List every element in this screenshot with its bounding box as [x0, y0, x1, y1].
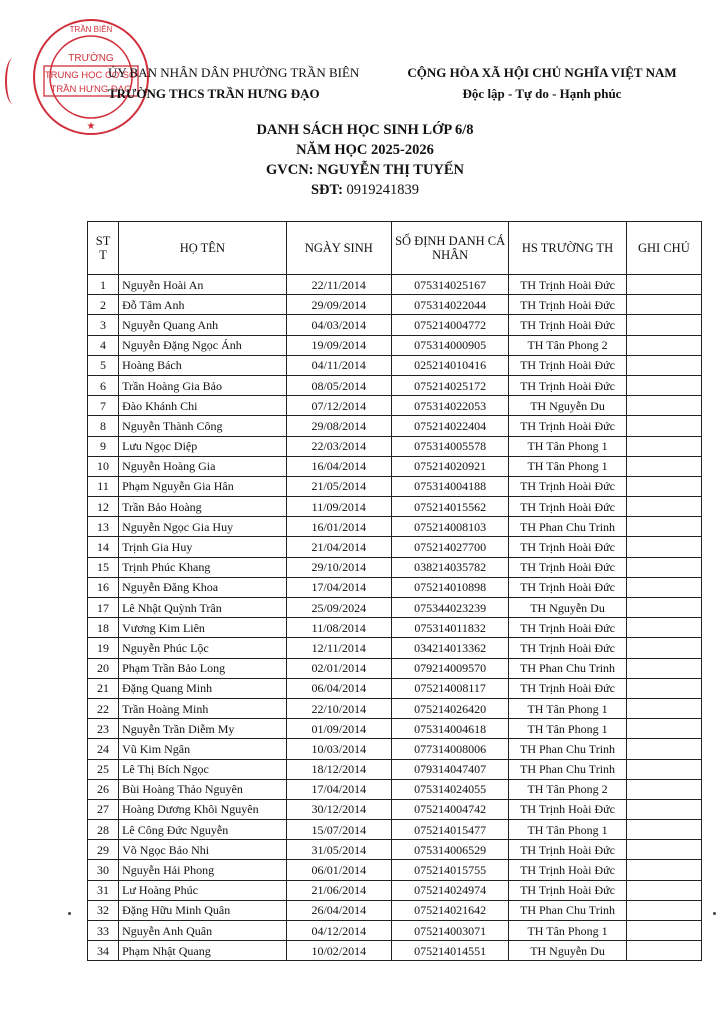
table-row	[88, 739, 702, 759]
row-name: Phạm Nguyễn Gia Hân	[119, 476, 287, 496]
row-id: 075314004188	[391, 476, 508, 496]
table-row	[88, 315, 702, 335]
row-dob: 26/04/2014	[286, 900, 391, 920]
row-name: Bùi Hoàng Thảo Nguyên	[119, 779, 287, 799]
row-stt: 30	[88, 860, 119, 880]
row-id: 075214003071	[391, 921, 508, 941]
table-row	[88, 456, 702, 476]
table-row	[88, 759, 702, 779]
national-header	[392, 62, 692, 104]
row-note	[626, 537, 701, 557]
row-stt: 25	[88, 759, 119, 779]
row-id: 075344023239	[391, 598, 508, 618]
row-note	[626, 497, 701, 517]
row-id: 075314022053	[391, 396, 508, 416]
row-stt: 12	[88, 497, 119, 517]
row-note	[626, 375, 701, 395]
row-school: TH Trịnh Hoài Đức	[509, 537, 626, 557]
row-stt: 4	[88, 335, 119, 355]
title-teacher: GVCN: NGUYỄN THỊ TUYẾN	[265, 162, 465, 178]
row-note	[626, 941, 701, 961]
row-stt: 31	[88, 880, 119, 900]
row-name: Nguyễn Đăng Khoa	[119, 577, 287, 597]
row-school: TH Phan Chu Trinh	[509, 759, 626, 779]
row-name: Nguyễn Thành Công	[119, 416, 287, 436]
header-stt: ST T	[88, 222, 119, 275]
row-id: 075214025172	[391, 375, 508, 395]
svg-text:★: ★	[86, 121, 96, 132]
row-dob: 04/03/2014	[286, 315, 391, 335]
table-row	[88, 355, 702, 375]
row-id: 079314047407	[391, 759, 508, 779]
row-id: 075214008117	[391, 678, 508, 698]
scan-dot-left	[68, 912, 71, 915]
row-dob: 15/07/2014	[286, 820, 391, 840]
row-school: TH Tân Phong 1	[509, 820, 626, 840]
row-stt: 10	[88, 456, 119, 476]
row-id: 075314005578	[391, 436, 508, 456]
row-note	[626, 799, 701, 819]
row-dob: 04/11/2014	[286, 355, 391, 375]
row-school: TH Trịnh Hoài Đức	[509, 638, 626, 658]
row-name: Nguyễn Trần Diễm My	[119, 719, 287, 739]
table-row	[88, 436, 702, 456]
phone-value: 0919241839	[346, 182, 420, 198]
table-row	[88, 577, 702, 597]
row-stt: 16	[88, 577, 119, 597]
table-row	[88, 396, 702, 416]
row-school: TH Trịnh Hoài Đức	[509, 295, 626, 315]
row-note	[626, 315, 701, 335]
row-stt: 28	[88, 820, 119, 840]
header-name: HỌ TÊN	[119, 222, 287, 275]
seal-edge-mark	[5, 58, 21, 104]
row-dob: 19/09/2014	[286, 335, 391, 355]
row-dob: 12/11/2014	[286, 638, 391, 658]
row-school: TH Phan Chu Trinh	[509, 517, 626, 537]
row-school: TH Trịnh Hoài Đức	[509, 618, 626, 638]
row-stt: 18	[88, 618, 119, 638]
row-stt: 33	[88, 921, 119, 941]
row-note	[626, 900, 701, 920]
student-table	[87, 221, 702, 961]
row-id: 075214004742	[391, 799, 508, 819]
row-name: Đỗ Tâm Anh	[119, 295, 287, 315]
row-id: 075214026420	[391, 698, 508, 718]
table-body	[88, 275, 702, 961]
row-id: 075214021642	[391, 900, 508, 920]
row-name: Lưu Ngọc Diệp	[119, 436, 287, 456]
row-name: Hoàng Bách	[119, 355, 287, 375]
row-note	[626, 739, 701, 759]
row-name: Phạm Nhật Quang	[119, 941, 287, 961]
row-dob: 06/01/2014	[286, 860, 391, 880]
row-note	[626, 880, 701, 900]
row-dob: 11/09/2014	[286, 497, 391, 517]
title-year: NĂM HỌC 2025-2026	[296, 142, 434, 158]
row-note	[626, 678, 701, 698]
row-school: TH Trịnh Hoài Đức	[509, 315, 626, 335]
row-note	[626, 840, 701, 860]
row-school: TH Trịnh Hoài Đức	[509, 577, 626, 597]
school-name: TRƯỜNG THCS TRẦN HƯNG ĐẠO	[108, 86, 320, 101]
row-stt: 34	[88, 941, 119, 961]
table-row	[88, 820, 702, 840]
row-note	[626, 658, 701, 678]
row-stt: 32	[88, 900, 119, 920]
table-row	[88, 638, 702, 658]
row-school: TH Trịnh Hoài Đức	[509, 557, 626, 577]
row-note	[626, 416, 701, 436]
row-id: 075214015755	[391, 860, 508, 880]
row-name: Trần Hoàng Minh	[119, 698, 287, 718]
row-note	[626, 759, 701, 779]
row-school: TH Tân Phong 2	[509, 779, 626, 799]
row-dob: 01/09/2014	[286, 719, 391, 739]
row-stt: 8	[88, 416, 119, 436]
national-name: CỘNG HÒA XÃ HỘI CHỦ NGHĨA VIỆT NAM	[407, 65, 677, 80]
document-title	[180, 120, 550, 200]
row-dob: 17/04/2014	[286, 577, 391, 597]
row-id: 075314022044	[391, 295, 508, 315]
row-stt: 19	[88, 638, 119, 658]
table-row	[88, 880, 702, 900]
phone-label: SĐT:	[310, 182, 343, 198]
table-row	[88, 275, 702, 295]
row-id: 075214015477	[391, 820, 508, 840]
row-id: 075314006529	[391, 840, 508, 860]
row-school: TH Tân Phong 1	[509, 719, 626, 739]
row-stt: 5	[88, 355, 119, 375]
row-note	[626, 779, 701, 799]
row-note	[626, 577, 701, 597]
row-dob: 22/10/2014	[286, 698, 391, 718]
row-dob: 08/05/2014	[286, 375, 391, 395]
row-id: 075314004618	[391, 719, 508, 739]
row-stt: 23	[88, 719, 119, 739]
row-dob: 18/12/2014	[286, 759, 391, 779]
row-name: Vũ Kim Ngân	[119, 739, 287, 759]
row-dob: 30/12/2014	[286, 799, 391, 819]
seal-line3: TRẦN HƯNG ĐẠO	[50, 84, 132, 95]
row-name: Lê Nhật Quỳnh Trân	[119, 598, 287, 618]
row-note	[626, 921, 701, 941]
row-note	[626, 860, 701, 880]
row-id: 075314025167	[391, 275, 508, 295]
seal-line1: TRƯỜNG	[68, 53, 114, 64]
table-row	[88, 658, 702, 678]
table-row	[88, 598, 702, 618]
row-stt: 17	[88, 598, 119, 618]
table-row	[88, 921, 702, 941]
row-dob: 17/04/2014	[286, 779, 391, 799]
row-school: TH Trịnh Hoài Đức	[509, 880, 626, 900]
row-dob: 11/08/2014	[286, 618, 391, 638]
row-stt: 27	[88, 799, 119, 819]
row-name: Trịnh Gia Huy	[119, 537, 287, 557]
row-dob: 31/05/2014	[286, 840, 391, 860]
row-name: Hoàng Dương Khôi Nguyên	[119, 799, 287, 819]
row-dob: 21/04/2014	[286, 537, 391, 557]
row-school: TH Trịnh Hoài Đức	[509, 860, 626, 880]
row-stt: 21	[88, 678, 119, 698]
row-id: 034214013362	[391, 638, 508, 658]
agency-header	[108, 62, 378, 104]
row-note	[626, 598, 701, 618]
row-id: 075214010898	[391, 577, 508, 597]
row-name: Nguyễn Phúc Lộc	[119, 638, 287, 658]
row-school: TH Trịnh Hoài Đức	[509, 799, 626, 819]
row-name: Trần Hoàng Gia Bảo	[119, 375, 287, 395]
header-note: GHI CHÚ	[626, 222, 701, 275]
row-name: Đào Khánh Chi	[119, 396, 287, 416]
row-note	[626, 295, 701, 315]
table-row	[88, 416, 702, 436]
row-stt: 2	[88, 295, 119, 315]
table-row	[88, 497, 702, 517]
row-school: TH Nguyễn Du	[509, 941, 626, 961]
row-name: Lư Hoàng Phúc	[119, 880, 287, 900]
row-stt: 1	[88, 275, 119, 295]
row-name: Nguyễn Hoài An	[119, 275, 287, 295]
row-name: Lê Công Đức Nguyễn	[119, 820, 287, 840]
row-stt: 6	[88, 375, 119, 395]
row-school: TH Trịnh Hoài Đức	[509, 416, 626, 436]
row-school: TH Tân Phong 1	[509, 436, 626, 456]
row-id: 038214035782	[391, 557, 508, 577]
row-note	[626, 436, 701, 456]
row-dob: 10/02/2014	[286, 941, 391, 961]
row-dob: 04/12/2014	[286, 921, 391, 941]
row-name: Trần Bảo Hoàng	[119, 497, 287, 517]
row-dob: 29/09/2014	[286, 295, 391, 315]
row-note	[626, 275, 701, 295]
row-note	[626, 335, 701, 355]
row-id: 075214024974	[391, 880, 508, 900]
row-school: TH Trịnh Hoài Đức	[509, 476, 626, 496]
row-note	[626, 517, 701, 537]
row-name: Nguyễn Anh Quân	[119, 921, 287, 941]
table-row	[88, 557, 702, 577]
row-name: Nguyễn Ngọc Gia Huy	[119, 517, 287, 537]
table-row	[88, 860, 702, 880]
row-name: Nguyễn Đặng Ngọc Ánh	[119, 335, 287, 355]
row-note	[626, 456, 701, 476]
table-row	[88, 537, 702, 557]
row-id: 075214008103	[391, 517, 508, 537]
table-row	[88, 618, 702, 638]
row-dob: 21/05/2014	[286, 476, 391, 496]
row-id: 075314011832	[391, 618, 508, 638]
table-row	[88, 840, 702, 860]
row-dob: 29/08/2014	[286, 416, 391, 436]
row-id: 075214020921	[391, 456, 508, 476]
row-dob: 25/09/2024	[286, 598, 391, 618]
row-school: TH Phan Chu Trinh	[509, 739, 626, 759]
national-motto: Độc lập - Tự do - Hạnh phúc	[462, 86, 622, 101]
seal-line2: TRUNG HỌC CƠ SỞ	[44, 70, 138, 81]
row-school: TH Trịnh Hoài Đức	[509, 275, 626, 295]
header-dob: NGÀY SINH	[286, 222, 391, 275]
table-row	[88, 295, 702, 315]
row-dob: 16/01/2014	[286, 517, 391, 537]
row-stt: 26	[88, 779, 119, 799]
table-row	[88, 698, 702, 718]
table-row	[88, 476, 702, 496]
row-stt: 20	[88, 658, 119, 678]
row-name: Nguyễn Hoàng Gia	[119, 456, 287, 476]
row-note	[626, 820, 701, 840]
row-school: TH Tân Phong 1	[509, 921, 626, 941]
row-name: Nguyễn Hải Phong	[119, 860, 287, 880]
row-stt: 24	[88, 739, 119, 759]
row-note	[626, 698, 701, 718]
row-dob: 06/04/2014	[286, 678, 391, 698]
scan-dot-right	[713, 912, 716, 915]
row-stt: 14	[88, 537, 119, 557]
row-school: TH Trịnh Hoài Đức	[509, 678, 626, 698]
table-row	[88, 517, 702, 537]
row-note	[626, 719, 701, 739]
row-dob: 02/01/2014	[286, 658, 391, 678]
row-name: Đặng Hữu Minh Quân	[119, 900, 287, 920]
table-row	[88, 678, 702, 698]
row-name: Trịnh Phúc Khang	[119, 557, 287, 577]
row-school: TH Trịnh Hoài Đức	[509, 355, 626, 375]
table-row	[88, 941, 702, 961]
row-id: 075314000905	[391, 335, 508, 355]
table-row	[88, 779, 702, 799]
row-school: TH Trịnh Hoài Đức	[509, 497, 626, 517]
row-id: 025214010416	[391, 355, 508, 375]
row-name: Phạm Trần Bảo Long	[119, 658, 287, 678]
header-id: SỐ ĐỊNH DANH CÁ NHÂN	[391, 222, 508, 275]
title-class: DANH SÁCH HỌC SINH LỚP 6/8	[256, 122, 474, 138]
row-stt: 3	[88, 315, 119, 335]
row-id: 075214004772	[391, 315, 508, 335]
row-school: TH Trịnh Hoài Đức	[509, 840, 626, 860]
row-school: TH Nguyễn Du	[509, 396, 626, 416]
row-id: 075214015562	[391, 497, 508, 517]
row-dob: 16/04/2014	[286, 456, 391, 476]
row-stt: 7	[88, 396, 119, 416]
row-note	[626, 618, 701, 638]
row-note	[626, 557, 701, 577]
header-school: HS TRƯỜNG TH	[509, 222, 626, 275]
row-note	[626, 638, 701, 658]
row-id: 077314008006	[391, 739, 508, 759]
table-row	[88, 375, 702, 395]
title-phone	[180, 180, 550, 200]
agency-name: ỦY BAN NHÂN DÂN PHƯỜNG TRẦN BIÊN	[108, 65, 360, 80]
table-header-row	[88, 222, 702, 275]
row-school: TH Trịnh Hoài Đức	[509, 375, 626, 395]
row-id: 075214022404	[391, 416, 508, 436]
row-note	[626, 396, 701, 416]
table-row	[88, 335, 702, 355]
row-stt: 15	[88, 557, 119, 577]
row-note	[626, 355, 701, 375]
row-stt: 22	[88, 698, 119, 718]
row-stt: 9	[88, 436, 119, 456]
row-id: 075314024055	[391, 779, 508, 799]
row-school: TH Tân Phong 1	[509, 698, 626, 718]
row-name: Đặng Quang Minh	[119, 678, 287, 698]
row-id: 079214009570	[391, 658, 508, 678]
row-note	[626, 476, 701, 496]
row-dob: 07/12/2014	[286, 396, 391, 416]
row-name: Vương Kim Liên	[119, 618, 287, 638]
table-row	[88, 799, 702, 819]
table-row	[88, 719, 702, 739]
table-row	[88, 900, 702, 920]
row-id: 075214014551	[391, 941, 508, 961]
row-dob: 22/11/2014	[286, 275, 391, 295]
row-name: Nguyễn Quang Anh	[119, 315, 287, 335]
row-stt: 13	[88, 517, 119, 537]
row-dob: 21/06/2014	[286, 880, 391, 900]
row-stt: 29	[88, 840, 119, 860]
row-id: 075214027700	[391, 537, 508, 557]
row-stt: 11	[88, 476, 119, 496]
row-school: TH Tân Phong 1	[509, 456, 626, 476]
svg-text:TRẦN BIÊN: TRẦN BIÊN	[69, 25, 113, 34]
row-name: Võ Ngọc Bảo Nhi	[119, 840, 287, 860]
row-dob: 22/03/2014	[286, 436, 391, 456]
row-school: TH Phan Chu Trinh	[509, 900, 626, 920]
row-dob: 10/03/2014	[286, 739, 391, 759]
row-school: TH Nguyễn Du	[509, 598, 626, 618]
row-dob: 29/10/2014	[286, 557, 391, 577]
row-school: TH Phan Chu Trinh	[509, 658, 626, 678]
row-school: TH Tân Phong 2	[509, 335, 626, 355]
row-name: Lê Thị Bích Ngọc	[119, 759, 287, 779]
